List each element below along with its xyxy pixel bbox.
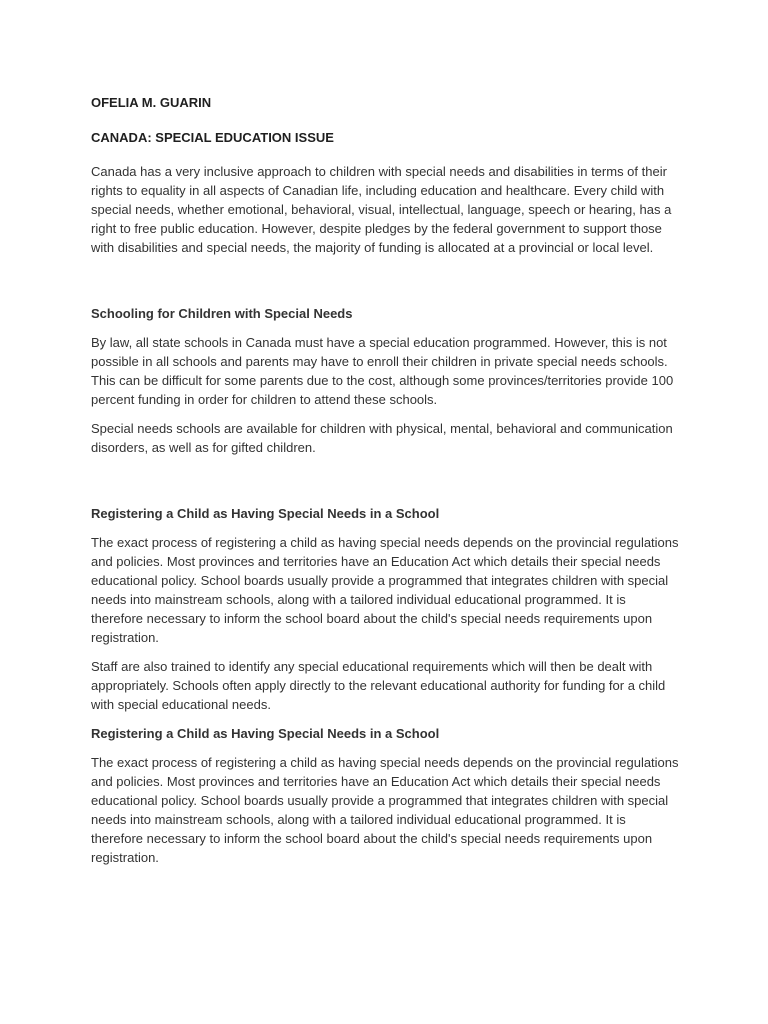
section-paragraph: By law, all state schools in Canada must have a special education programmed. However, this is not possible in all schools and parents may have to enroll their children in private special needs schools. This can be difficult for some parents due to the cost, although some provinces/territories provide 100 percent funding in order for children to attend these schools. [91, 335, 674, 407]
document-page [91, 94, 681, 877]
spacer [91, 467, 681, 504]
author-name: OFELIA M. GUARIN [91, 95, 212, 110]
spacer [91, 267, 681, 304]
section-heading: Schooling for Children with Special Needs [91, 306, 353, 321]
section-paragraph: The exact process of registering a child as having special needs depends on the provincial regulations and policies. Most provinces and territories have an Education Act which details their special needs educational policy. School boards usually provide a programmed that integrates children with special needs into mainstream schools, along with a tailored individual educational programmed. It is therefore necessary to inform the school board about the child's special needs requirements upon registration. [91, 755, 679, 865]
section-heading: Registering a Child as Having Special Needs in a School [91, 726, 440, 741]
document-title: CANADA: SPECIAL EDUCATION ISSUE [91, 130, 334, 145]
section-paragraph: The exact process of registering a child as having special needs depends on the provincial regulations and policies. Most provinces and territories have an Education Act which details their special needs educational policy. School boards usually provide a programmed that integrates children with special needs into mainstream schools, along with a tailored individual educational programmed. It is therefore necessary to inform the school board about the child's special needs requirements upon registration. [91, 535, 679, 645]
section-heading: Registering a Child as Having Special Needs in a School [91, 506, 440, 521]
section-registering [91, 504, 681, 714]
intro-paragraph: Canada has a very inclusive approach to children with special needs and disabilities in terms of their rights to equality in all aspects of Canadian life, including education and healthcare. Every child with special needs, whether emotional, behavioral, visual, intellectual, language, speech or hearing, has a right to free public education. However, despite pledges by the federal government to support those with disabilities and special needs, the majority of funding is allocated at a provincial or local level. [91, 164, 672, 255]
section-paragraph: Staff are also trained to identify any special educational requirements which will then be dealt with appropriately. Schools often apply directly to the relevant educational authority for funding for a child with special educational needs. [91, 659, 666, 712]
section-paragraph: Special needs schools are available for children with physical, mental, behavioral and communication disorders, as well as for gifted children. [91, 421, 673, 455]
section-schooling [91, 304, 681, 457]
section-registering-repeat [91, 724, 681, 867]
